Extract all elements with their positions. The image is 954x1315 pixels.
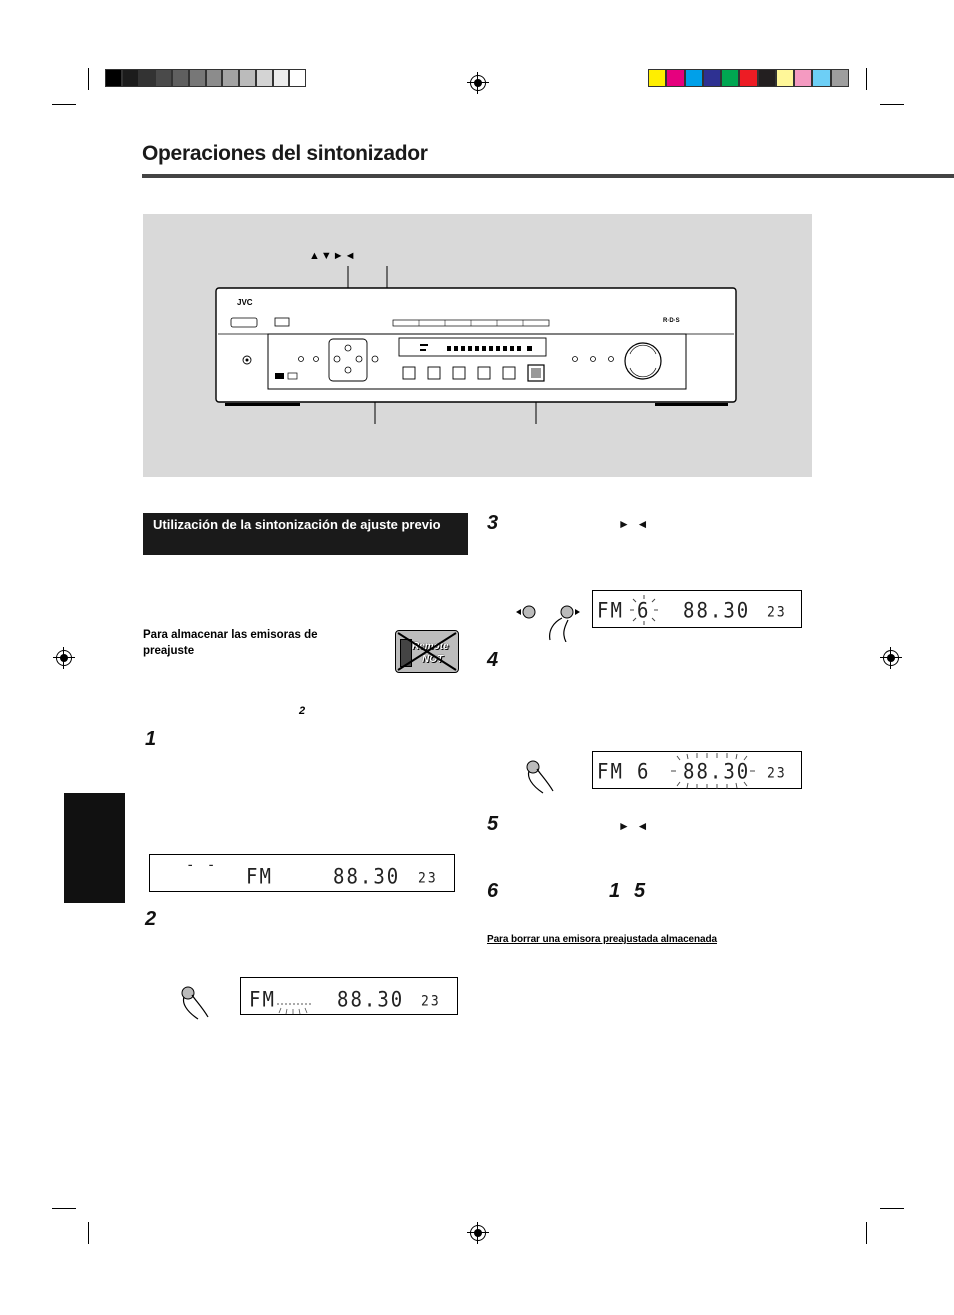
receiver-brand-logo: JVC	[237, 298, 253, 307]
crop-mark	[88, 1222, 89, 1244]
step3-arrows: ► ◄	[618, 517, 649, 531]
display-preset-number: 6	[637, 759, 651, 785]
title-rule	[142, 174, 954, 178]
display-frequency: 88.30	[683, 759, 751, 785]
color-swatch	[776, 69, 794, 87]
finger-press-icon	[176, 983, 216, 1021]
display-icon-23: 23	[421, 993, 441, 1010]
preset-arrow-buttons-icon	[514, 600, 584, 642]
color-swatch	[256, 69, 273, 87]
crop-mark	[866, 1222, 867, 1244]
color-swatch	[703, 69, 721, 87]
receiver-front-panel	[143, 214, 812, 477]
erase-preset-heading: Para borrar una emisora preajustada almacenada	[487, 934, 717, 945]
section-header: Utilización de la sintonización de ajuste previo	[143, 513, 468, 555]
display-band: FM	[246, 864, 273, 890]
step-number-3: 3	[487, 512, 499, 534]
display-band: FM	[597, 759, 624, 785]
display-frequency: 88.30	[333, 864, 401, 890]
remote-not-badge	[395, 630, 459, 673]
registration-mark-icon	[56, 650, 72, 666]
receiver-illustration-panel	[143, 214, 812, 477]
step-number-1: 1	[145, 728, 157, 750]
color-swatch	[122, 69, 139, 87]
step-number-5: 5	[487, 813, 499, 835]
step-number-2: 2	[145, 908, 157, 930]
color-swatch	[206, 69, 223, 87]
color-swatch	[273, 69, 290, 87]
display-step1	[149, 854, 455, 892]
color-swatch	[666, 69, 684, 87]
step5-arrows: ► ◄	[618, 819, 649, 833]
color-swatch	[721, 69, 739, 87]
section-side-tab	[64, 793, 125, 903]
registration-mark-icon	[470, 1225, 486, 1241]
display-frequency: 88.30	[683, 598, 751, 624]
blink-indicator-icon	[275, 996, 313, 1014]
color-swatch	[189, 69, 206, 87]
step-reference: 2	[299, 705, 306, 717]
display-dashes: - -	[186, 856, 218, 874]
crop-mark	[880, 104, 904, 105]
finger-press-icon	[521, 757, 561, 795]
remote-badge-line2: NOT	[422, 654, 444, 665]
color-bar	[648, 69, 849, 88]
color-swatch	[739, 69, 757, 87]
display-step2	[240, 977, 458, 1015]
remote-badge-line1: Remote	[412, 641, 449, 652]
registration-mark-icon	[883, 650, 899, 666]
color-swatch	[172, 69, 189, 87]
page-title: Operaciones del sintonizador	[142, 142, 428, 165]
color-swatch	[139, 69, 156, 87]
grayscale-bar	[105, 69, 306, 88]
crop-mark	[866, 68, 867, 90]
registration-mark-icon	[470, 75, 486, 91]
display-frequency: 88.30	[337, 987, 405, 1013]
crop-mark	[880, 1208, 904, 1209]
display-band: FM	[597, 598, 624, 624]
display-icon-23: 23	[418, 870, 438, 887]
display-step3	[592, 590, 802, 628]
crop-mark	[52, 1208, 76, 1209]
display-icon-23: 23	[767, 765, 787, 782]
display-band: FM	[249, 987, 276, 1013]
crop-mark	[88, 68, 89, 90]
store-presets-heading: Para almacenar las emisoras de preajuste	[143, 629, 318, 657]
color-swatch	[105, 69, 122, 87]
display-preset-number: 6	[637, 598, 651, 624]
cross-out-icon	[396, 631, 458, 672]
display-step4	[592, 751, 802, 789]
step6-range-start: 1	[609, 880, 621, 902]
blink-indicator-icon	[629, 594, 659, 626]
display-icon-23: 23	[767, 604, 787, 621]
color-swatch	[648, 69, 666, 87]
step-number-6: 6	[487, 880, 499, 902]
rds-logo: R·D·S	[663, 318, 680, 324]
step6-range-end: 5	[634, 880, 646, 902]
color-swatch	[831, 69, 849, 87]
color-swatch	[239, 69, 256, 87]
color-swatch	[685, 69, 703, 87]
arrows-callout-label: ▲▼►◄	[309, 250, 357, 262]
color-swatch	[289, 69, 306, 87]
step-number-4: 4	[487, 649, 499, 671]
color-swatch	[222, 69, 239, 87]
color-swatch	[758, 69, 776, 87]
color-swatch	[812, 69, 830, 87]
color-swatch	[794, 69, 812, 87]
crop-mark	[52, 104, 76, 105]
color-swatch	[155, 69, 172, 87]
